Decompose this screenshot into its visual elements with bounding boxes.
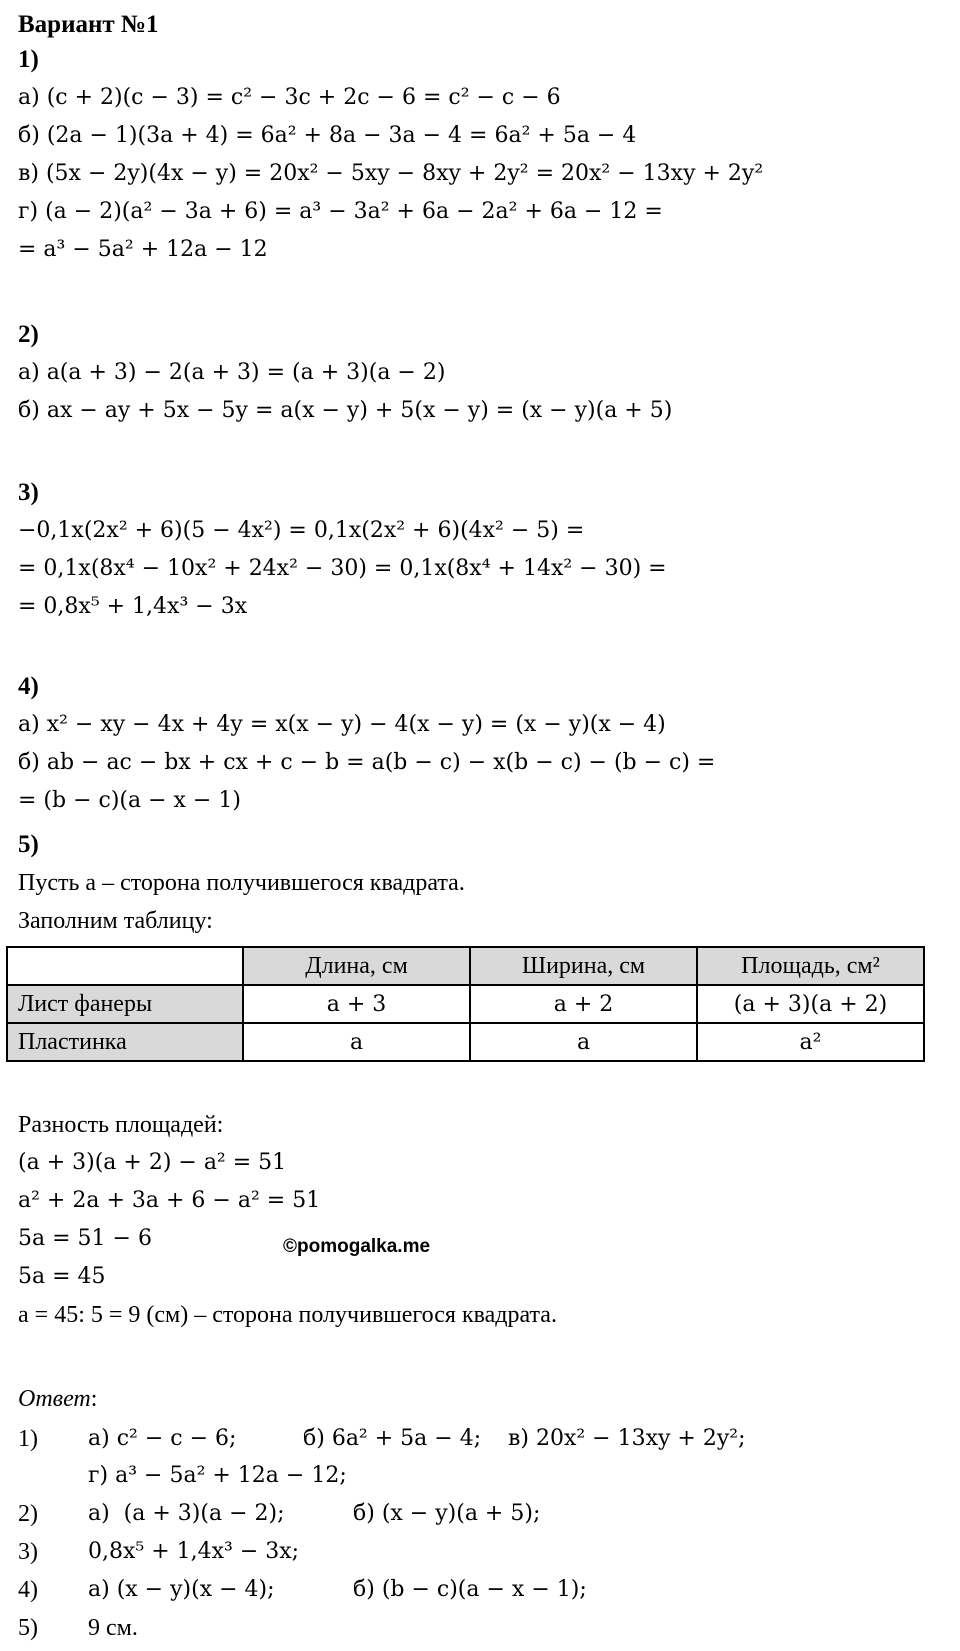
task-3-line2: = 0,1x(8x⁴ − 10x² + 24x² − 30) = 0,1x(8x⁴ + 14x² − 30) = [18,556,667,581]
task-2-heading: 2) [18,321,39,348]
answer-1-v: в) 20x² − 13xy + 2y²; [508,1426,746,1451]
answer-1-a: а) c² − c − 6; [88,1426,237,1451]
answer-4-b: б) (b − c)(a − x − 1); [353,1577,587,1602]
equation-line-5: a = 45: 5 = 9 (см) – сторона получившегося квадрата. [18,1302,557,1328]
task-4-a: а) x² − xy − 4x + 4y = x(x − y) − 4(x − y) = (x − y)(x − 4) [18,712,666,737]
answer-3-number: 3) [18,1539,38,1565]
table-header-cell [7,947,243,985]
task-3-line3: = 0,8x⁵ + 1,4x³ − 3x [18,594,248,619]
answer-2-a: а) (a + 3)(a − 2); [88,1501,285,1526]
table-header-cell: Длина, см [243,947,470,985]
answer-1-g: г) a³ − 5a² + 12a − 12; [88,1463,347,1488]
table-cell: a [470,1023,697,1061]
equation-line-1: (a + 3)(a + 2) − a² = 51 [18,1150,287,1175]
task-2-a: а) a(a + 3) − 2(a + 3) = (a + 3)(a − 2) [18,360,446,385]
equation-line-3: 5a = 51 − 6 [18,1226,152,1251]
table-cell: a² [697,1023,924,1061]
table-cell: (a + 3)(a + 2) [697,985,924,1023]
answer-colon: : [90,1386,98,1412]
table-row-label: Пластинка [7,1023,243,1061]
table-cell: a + 3 [243,985,470,1023]
task-4-b-line1: б) ab − ac − bx + cx + c − b = a(b − c) − x(b − c) − (b − c) = [18,750,716,775]
answer-3-a: 0,8x⁵ + 1,4x³ − 3x; [88,1539,300,1564]
answer-label: Ответ [18,1386,91,1412]
table-cell: a [243,1023,470,1061]
answer-4-number: 4) [18,1577,38,1603]
answer-5-a: 9 см. [88,1615,138,1641]
area-difference-label: Разность площадей: [18,1112,224,1138]
task-1-v: в) (5x − 2y)(4x − y) = 20x² − 5xy − 8xy + 2y² = 20x² − 13xy + 2y² [18,161,764,186]
dimensions-table [6,946,925,1062]
answer-heading [18,1384,97,1414]
answer-4-a: а) (x − y)(x − 4); [88,1577,275,1602]
answer-1-b: б) 6a² + 5a − 4; [303,1426,482,1451]
answer-2-b: б) (x − y)(a + 5); [353,1501,541,1526]
task-5-intro: Пусть a – сторона получившегося квадрата. [18,870,465,896]
task-3-heading: 3) [18,479,39,506]
table-header-cell: Ширина, см [470,947,697,985]
task-1-b: б) (2a − 1)(3a + 4) = 6a² + 8a − 3a − 4 = 6a² + 5a − 4 [18,123,637,148]
task-4-b-line2: = (b − c)(a − x − 1) [18,788,241,813]
task-1-a: а) (c + 2)(c − 3) = c² − 3c + 2c − 6 = c² − c − 6 [18,85,561,110]
variant-title: Вариант №1 [18,11,159,38]
task-5-table-caption: Заполним таблицу: [18,908,213,934]
table-cell: a + 2 [470,985,697,1023]
table-row [7,985,924,1023]
answer-1-number: 1) [18,1426,38,1452]
equation-line-2: a² + 2a + 3a + 6 − a² = 51 [18,1188,321,1213]
table-header-cell: Площадь, см² [697,947,924,985]
answer-5-number: 5) [18,1615,38,1641]
task-3-line1: −0,1x(2x² + 6)(5 − 4x²) = 0,1x(2x² + 6)(4x² − 5) = [18,518,585,543]
table-row [7,1023,924,1061]
task-1-g-line1: г) (a − 2)(a² − 3a + 6) = a³ − 3a² + 6a − 2a² + 6a − 12 = [18,199,663,224]
equation-line-4: 5a = 45 [18,1264,106,1289]
task-1-g-line2: = a³ − 5a² + 12a − 12 [18,237,268,262]
watermark: ©pomogalka.me [283,1236,431,1257]
task-4-heading: 4) [18,673,39,700]
answer-2-number: 2) [18,1501,38,1527]
task-1-heading: 1) [18,46,39,73]
task-2-b: б) ax − ay + 5x − 5y = a(x − y) + 5(x − y) = (x − y)(a + 5) [18,398,673,423]
task-5-heading: 5) [18,831,39,858]
table-header-row [7,947,924,985]
table-row-label: Лист фанеры [7,985,243,1023]
